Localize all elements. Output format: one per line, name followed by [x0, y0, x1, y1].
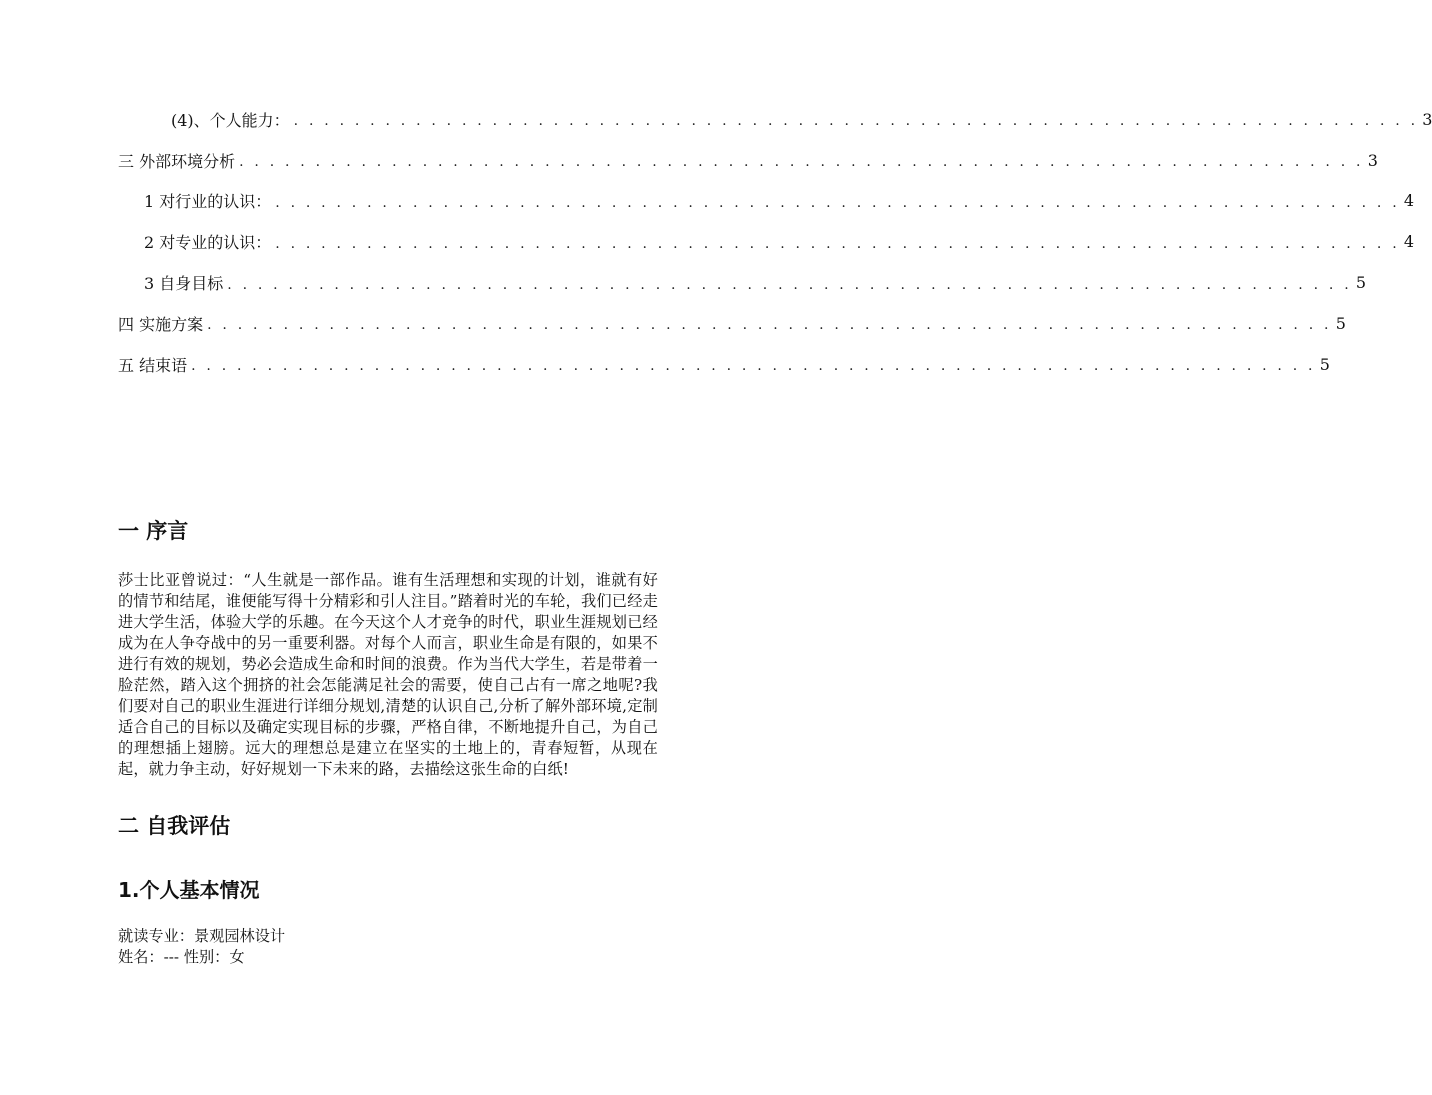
toc-entry[interactable] [118, 344, 1330, 385]
toc-page-number: 4 [1403, 232, 1415, 252]
toc-page-number: 4 [1403, 191, 1415, 211]
name-gender-line: 姓名：--- 性别：女 [118, 948, 245, 966]
table-of-contents [118, 99, 1432, 385]
toc-entry-label: 3 自身目标 [144, 271, 227, 294]
preface-paragraph: 莎士比亚曾说过：“人生就是一部作品。谁有生活理想和实现的计划，谁就有好的情节和结尾，谁便能写得十分精彩和引人注目。”踏着时光的车轮，我们已经走进大学生活，体验大学的乐趣。在今天这个人才竞争的时代，职业生涯规划已经成为在人争夺战中的另一重要利器。对每个人而言，职业生命是有限的，如果不进行有效的规划，势必会造成生命和时间的浪费。作为当代大学生，若是带着一脸茫然，踏入这个拥挤的社会怎能满足社会的需要，使自己占有一席之地呢?我们要对自己的职业生涯进行详细分规划,清楚的认识自己,分析了解外部环境,定制适合自己的目标以及确定实现目标的步骤，严格自律，不断地提升自己，为自己的理想插上翅膀。远大的理想总是建立在坚实的土地上的，青春短暂，从现在起，就力争主动，好好规划一下未来的路，去描绘这张生命的白纸! [118, 571, 658, 778]
toc-entry-label: 五 结束语 [118, 353, 191, 376]
toc-leader-dots: . . . . . . . . . . . . . . . . . . . . . . . . . . . . . . . . . . . . . . . . . . . . . . . . . . . . . . . . . . . . . . . . . . . . . . . . . . [275, 194, 1400, 211]
toc-leader-dots: . . . . . . . . . . . . . . . . . . . . . . . . . . . . . . . . . . . . . . . . . . . . . . . . . . . . . . . . . . . . . . . . . . . . . . . . . . [293, 113, 1419, 130]
toc-entry[interactable] [118, 221, 1415, 262]
toc-leader-dots: . . . . . . . . . . . . . . . . . . . . . . . . . . . . . . . . . . . . . . . . . . . . . . . . . . . . . . . . . . . . . . . . . . . . . . . . . . [239, 154, 1364, 171]
toc-leader-dots: . . . . . . . . . . . . . . . . . . . . . . . . . . . . . . . . . . . . . . . . . . . . . . . . . . . . . . . . . . . . . . . . . . . . . . . . . . [275, 235, 1400, 252]
toc-entry[interactable] [118, 99, 1432, 140]
toc-entry-label: 2 对专业的认识： [144, 230, 275, 253]
toc-page-number: 3 [1422, 109, 1432, 129]
toc-entry-label: 三 外部环境分析 [118, 149, 239, 172]
toc-entry[interactable] [118, 262, 1367, 303]
toc-page-number: 5 [1319, 354, 1330, 374]
toc-leader-dots: . . . . . . . . . . . . . . . . . . . . . . . . . . . . . . . . . . . . . . . . . . . . . . . . . . . . . . . . . . . . . . . . . . . . . . . . . . [191, 358, 1316, 375]
toc-entry-label: (4)、个人能力： [171, 108, 294, 131]
preface-heading: 一 序言 [118, 519, 189, 543]
toc-entry-label: 1 对行业的认识： [144, 189, 275, 212]
toc-leader-dots: . . . . . . . . . . . . . . . . . . . . . . . . . . . . . . . . . . . . . . . . . . . . . . . . . . . . . . . . . . . . . . . . . . . . . . . . . . [207, 317, 1332, 334]
toc-entry-label: 四 实施方案 [118, 312, 207, 335]
toc-entry[interactable] [118, 303, 1346, 344]
toc-page-number: 5 [1355, 273, 1367, 293]
self-assessment-heading: 二 自我评估 [118, 814, 231, 838]
toc-entry[interactable] [118, 140, 1378, 181]
toc-page-number: 3 [1367, 150, 1378, 170]
toc-leader-dots: . . . . . . . . . . . . . . . . . . . . . . . . . . . . . . . . . . . . . . . . . . . . . . . . . . . . . . . . . . . . . . . . . . . . . . . . . . [227, 276, 1352, 293]
toc-page-number: 5 [1335, 313, 1346, 333]
basic-info-subheading: 1.个人基本情况 [118, 878, 260, 902]
toc-entry[interactable] [118, 181, 1415, 222]
major-line: 就读专业：景观园林设计 [118, 927, 286, 945]
